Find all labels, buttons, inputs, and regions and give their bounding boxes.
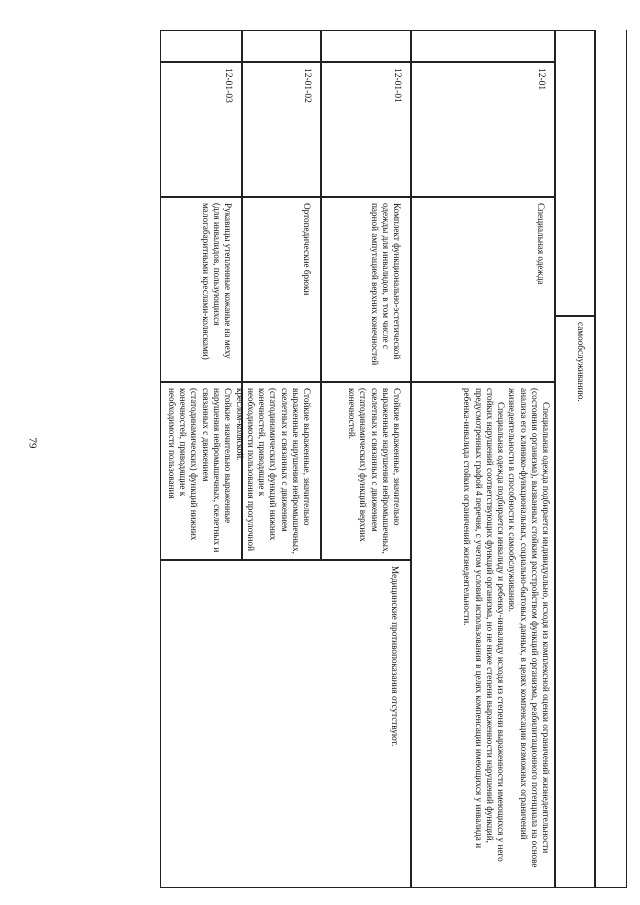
item-name: Ортопедические брюки [302,203,312,296]
item-name: Комплект функционально-эстетической одежды для инвалидов, в том числе с парной ампутацией верхних конечностей [369,203,402,366]
item-name: Рукавицы утепленные кожаные на меху (для инвалидов, пользующихся малогабаритными креслами-колясками) [200,203,233,360]
row-left-margin-column [595,30,627,888]
code-cell [321,62,411,197]
indications-cell [234,382,321,560]
indications-cell [321,382,411,560]
description-paragraph: Специальная одежда подбирается индивидуально, исходя из комплексной оценки ограничений жизнедеятельности (состояния организма), вызванных стойким расстройством функций организма, реабилитационного потенциала на основе анализа его клинико-функциональных, социально-бытовых данных, в целях компенсации возможных ограничений жизнедеятельности в способности к самообслуживанию. [507,388,551,868]
table-cell-empty [411,30,555,62]
rotated-table-container [58,30,627,888]
code-cell [160,62,242,197]
description-paragraph: Специальная одежда подбирается инвалиду и ребенку-инвалиду исходя из степени выраженности имеющихся у него стойких нарушений соответствующих функций организма, но не ниже степени выраженности нарушений функций, предусмотренных графой 4 перечня, с учетом условий использования в целях компенсации имеющихся у инвалида и ребенка-инвалида стойких ограничений жизнедеятельности. [462,388,507,862]
contraindications-cell [160,560,411,888]
indications-cell [160,382,242,560]
table-cell-empty [555,30,595,316]
item-code: 12-01-03 [223,68,233,103]
item-code: 12-01-01 [392,68,402,103]
indications-text: Стойкие значительно выраженные нарушения нейромышечных, скелетных и связанных с движением (статодинамических) функций нижних конечностей, приводящие к необходимости пользования [166,388,233,553]
continuation-cell [555,316,595,888]
code-cell [411,62,555,197]
indications-text: Стойкие выраженные, значительно выраженные нарушения нейромышечных, скелетных и связанных с движением (статодинамических) функций нижних конечностей, приводящие к необходимости пользования прогулочной креслом-коляской. [234,388,312,554]
code-cell [242,62,321,197]
medical-devices-table [58,30,627,888]
item-name: Специальная одежда [536,203,546,285]
item-code: 12-01 [536,68,546,91]
table-cell-empty [160,30,242,62]
page-number: 79 [26,437,39,449]
table-cell-empty [321,30,411,62]
indications-text: Стойкие выраженные, значительно выраженные нарушения нейромышечных, скелетных и связанных с движением (статодинамических) функций верхних конечностей. [347,388,402,554]
table-cell-empty [242,30,321,62]
name-cell [411,197,555,382]
item-code: 12-01-02 [302,68,312,103]
name-cell [242,197,321,382]
description-cell [411,382,555,888]
continuation-text: самообслуживанию. [576,322,586,402]
name-cell [160,197,242,382]
contraindications-text: Медицинские противопоказания отсутствуют. [390,566,400,747]
name-cell [321,197,411,382]
